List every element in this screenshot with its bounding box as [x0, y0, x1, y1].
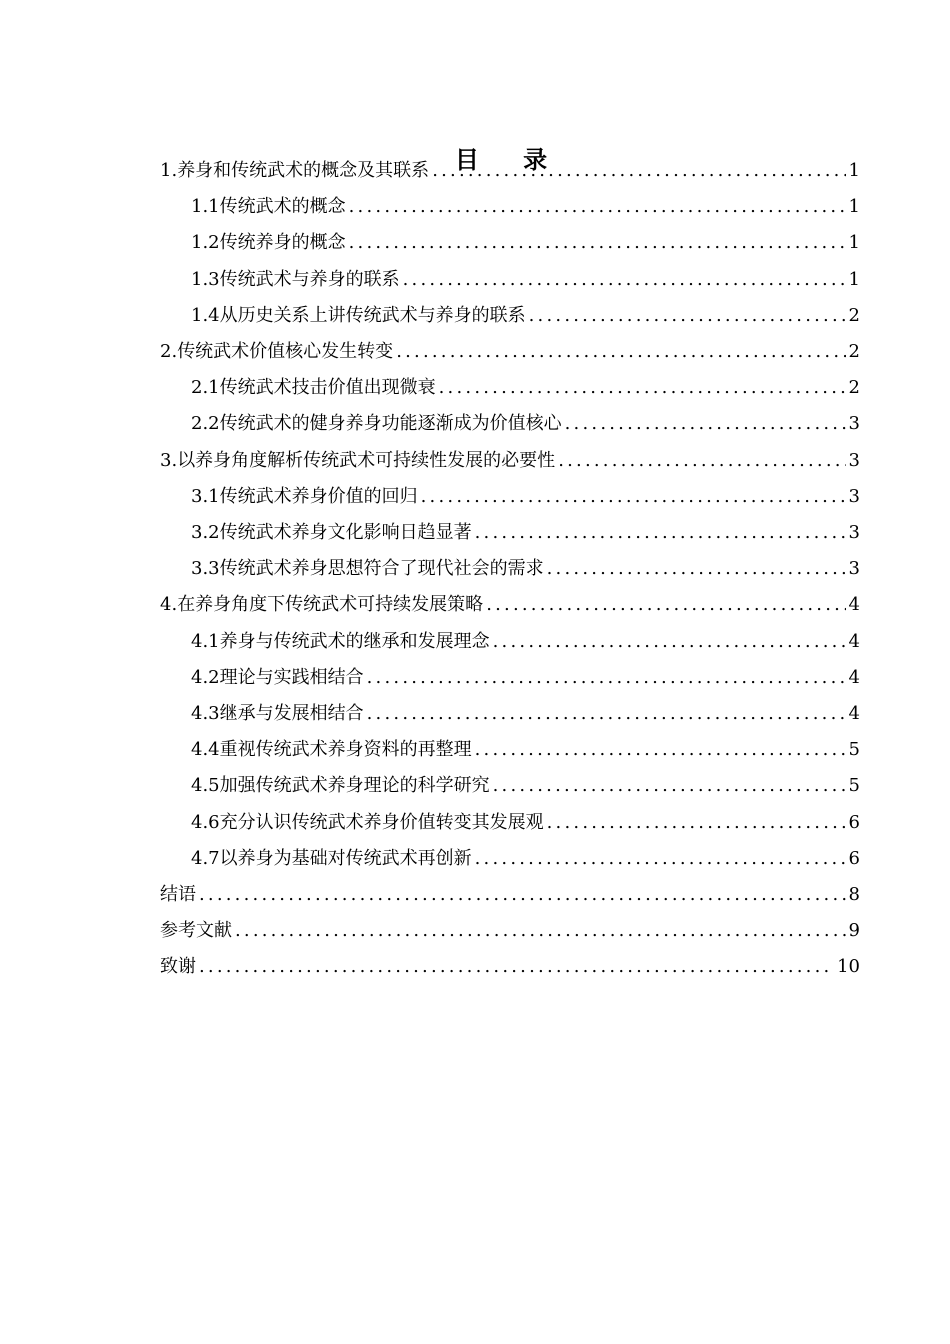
- toc-entry[interactable]: [160, 444, 860, 474]
- toc-entry[interactable]: [160, 878, 860, 908]
- toc-entry[interactable]: [160, 914, 860, 944]
- toc-entry[interactable]: [191, 842, 860, 872]
- toc-entry[interactable]: [160, 154, 860, 184]
- toc-entry-page: 4: [848, 703, 860, 724]
- toc-dot-leader: [475, 737, 846, 763]
- toc-dot-leader: [432, 158, 845, 184]
- toc-entry-label: 传统养身的概念: [219, 232, 346, 254]
- toc-entry-label: 传统武术价值核心发生转变: [177, 341, 394, 362]
- toc-dot-leader: [396, 339, 845, 365]
- toc-dot-leader: [547, 556, 846, 582]
- toc-entry-page: 3: [848, 449, 860, 471]
- toc-entry-number: 4.1: [191, 630, 220, 652]
- toc-entry-number: 4.5: [191, 775, 220, 797]
- toc-entry[interactable]: [191, 299, 860, 329]
- toc-dot-leader: [565, 411, 846, 437]
- toc-dot-leader: [349, 194, 846, 220]
- toc-dot-leader: [475, 846, 846, 872]
- toc-entry-number: 4.7: [191, 847, 220, 869]
- toc-entry[interactable]: [160, 335, 860, 365]
- toc-entry-page: 4: [848, 630, 860, 652]
- toc-entry[interactable]: [191, 806, 860, 836]
- toc-entry-number: 1.: [160, 160, 178, 181]
- toc-entry-number: 3.: [160, 449, 178, 471]
- toc-entry-number: 3.3: [191, 558, 220, 580]
- toc-entry[interactable]: [191, 552, 860, 582]
- toc-dot-leader: [493, 773, 846, 799]
- toc-dot-leader: [199, 954, 834, 980]
- toc-entry-label: 传统武术的健身养身功能逐渐成为价值核心: [219, 413, 562, 435]
- toc-entry[interactable]: [160, 950, 860, 980]
- toc-entry-label: 结语: [160, 884, 196, 905]
- toc-entry-page: 3: [848, 558, 860, 580]
- toc-entry-page: 4: [848, 666, 860, 688]
- toc-dot-leader: [421, 484, 846, 510]
- toc-entry-number: 1.4: [191, 304, 220, 326]
- toc-dot-leader: [199, 882, 846, 908]
- toc-entry-label: 重视传统武术养身资料的再整理: [219, 739, 472, 761]
- toc-entry-page: 3: [848, 522, 860, 543]
- toc-entry-label: 传统武术养身思想符合了现代社会的需求: [219, 558, 544, 580]
- toc-entry-label: 传统武术的概念: [219, 196, 346, 218]
- toc-entry-page: 3: [848, 485, 860, 507]
- toc-entry-number: 4.6: [191, 811, 220, 833]
- toc-dot-leader: [558, 448, 845, 474]
- toc-entry-page: 2: [848, 377, 860, 399]
- toc-entry[interactable]: [191, 226, 860, 256]
- toc-entry[interactable]: [191, 516, 860, 546]
- toc-entry-page: 1: [848, 232, 860, 254]
- toc-entry[interactable]: [191, 733, 860, 763]
- toc-title: 目 录: [454, 146, 566, 174]
- toc-entry[interactable]: [191, 480, 860, 510]
- toc-entry-label: 致谢: [160, 956, 196, 978]
- toc-dot-leader: [547, 810, 846, 836]
- toc-entry[interactable]: [191, 769, 860, 799]
- toc-entry[interactable]: [160, 588, 860, 618]
- toc-entry-number: 2.: [160, 341, 178, 362]
- toc-entry-page: 2: [848, 304, 860, 326]
- toc-entry-label: 传统武术与养身的联系: [219, 268, 400, 290]
- toc-entry-label: 参考文献: [160, 920, 232, 942]
- toc-dot-leader: [493, 629, 846, 655]
- toc-entry-page: 1: [848, 268, 860, 290]
- toc-entry-label: 传统武术养身价值的回归: [219, 485, 418, 507]
- toc-dot-leader: [349, 230, 846, 256]
- toc-entry-page: 6: [848, 847, 860, 869]
- toc-entry-label: 继承与发展相结合: [219, 703, 364, 724]
- toc-dot-leader: [367, 701, 846, 727]
- toc-entry[interactable]: [191, 371, 860, 401]
- toc-entry-page: 8: [848, 884, 860, 905]
- toc-entry-page: 1: [848, 160, 860, 181]
- toc-entry-number: 3.2: [191, 522, 220, 543]
- toc-dot-leader: [367, 665, 846, 691]
- toc-entry-label: 从历史关系上讲传统武术与养身的联系: [219, 304, 526, 326]
- toc-entry-number: 1.2: [191, 232, 220, 254]
- toc-entry-number: 1.3: [191, 268, 220, 290]
- toc-dot-leader: [486, 592, 845, 618]
- toc-entry-number: 1.1: [191, 196, 220, 218]
- toc-entry-page: 6: [848, 811, 860, 833]
- toc-entry[interactable]: [191, 263, 860, 293]
- toc-entry[interactable]: [191, 625, 860, 655]
- toc-entry[interactable]: [191, 190, 860, 220]
- toc-entry-label: 充分认识传统武术养身价值转变其发展观: [219, 811, 544, 833]
- toc-dot-leader: [529, 303, 846, 329]
- toc-entry-number: 2.1: [191, 377, 220, 399]
- toc-entry-page: 3: [848, 413, 860, 435]
- toc-entry-label: 理论与实践相结合: [219, 666, 364, 688]
- toc-entry-label: 传统武术养身文化影响日趋显著: [219, 522, 472, 543]
- toc-entry-page: 4: [848, 594, 860, 616]
- toc-dot-leader: [475, 520, 846, 546]
- toc-entry-label: 以养身角度解析传统武术可持续性发展的必要性: [177, 449, 556, 471]
- toc-entry-label: 传统武术技击价值出现微衰: [219, 377, 436, 399]
- toc-dot-leader: [235, 918, 846, 944]
- toc-dot-leader: [403, 267, 846, 293]
- toc-entry[interactable]: [191, 697, 860, 727]
- toc-entry-label: 在养身角度下传统武术可持续发展策略: [177, 594, 484, 616]
- toc-entry-page: 2: [848, 341, 860, 362]
- toc-entry-number: 2.2: [191, 413, 220, 435]
- toc-entry-page: 1: [848, 196, 860, 218]
- toc-entry-label: 养身与传统武术的继承和发展理念: [219, 630, 490, 652]
- toc-entry-label: 加强传统武术养身理论的科学研究: [219, 775, 490, 797]
- toc-entry[interactable]: [191, 661, 860, 691]
- toc-dot-leader: [439, 375, 846, 401]
- toc-entry-page: 10: [837, 956, 860, 978]
- toc-entry-number: 3.1: [191, 485, 220, 507]
- toc-entry-number: 4.2: [191, 666, 220, 688]
- toc-entry-page: 9: [848, 920, 860, 942]
- toc-entry-page: 5: [848, 775, 860, 797]
- toc-entry-label: 以养身为基础对传统武术再创新: [219, 847, 472, 869]
- toc-entry-label: 养身和传统武术的概念及其联系: [177, 160, 430, 181]
- toc-entry-number: 4.: [160, 594, 178, 616]
- toc-entry-page: 5: [848, 739, 860, 761]
- toc-entry[interactable]: [191, 407, 860, 437]
- toc-entry-number: 4.4: [191, 739, 220, 761]
- toc-entry-number: 4.3: [191, 703, 220, 724]
